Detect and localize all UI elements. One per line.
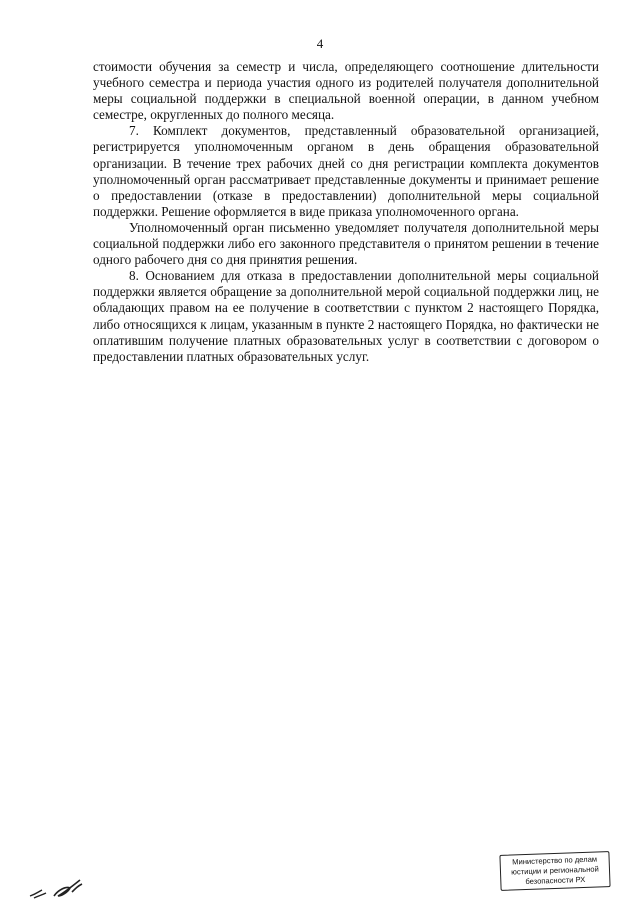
paragraph-item-8: 8. Основанием для отказа в предоставлении дополнительной меры социальной поддержки является обращение за дополнительной мерой социальной поддержки лиц, не обладающих правом на ее получение в соответствии с пунктом 2 настоящего Порядка, либо относящихся к лицам, указанным в пункте 2 настоящего Порядка, но фактически не оплатившим получение платных образовательных услуг в соответствии с договором о предоставлении платных образовательных услуг.	[93, 268, 599, 364]
paragraph-item-7: 7. Комплект документов, представленный образовательной организацией, регистрируется уполномоченным органом в день обращения образовательной организации. В течение трех рабочих дней со дня регистрации комплекта документов уполномоченный орган рассматривает представленные документы и принимает решение о предоставлении (отказе в предоставлении) дополнительной меры социальной поддержки. Решение оформляется в виде приказа уполномоченного органа.	[93, 123, 599, 219]
registration-stamp	[499, 851, 610, 891]
document-body	[93, 59, 599, 365]
stamp-line-3: безопасности РХ	[525, 874, 586, 887]
stamp-line-1: Министерство по делам	[512, 854, 598, 867]
stamp-line-2: юстиции и региональной	[511, 864, 599, 877]
paragraph-continuation: стоимости обучения за семестр и числа, определяющего соотношение длительности учебного семестра и периода участия одного из родителей получателя дополнительной меры социальной поддержки в специальной военной операции, в данном учебном семестре, округленных до полного месяца.	[93, 59, 599, 123]
handwritten-signature	[28, 876, 94, 902]
paragraph-notification: Уполномоченный орган письменно уведомляет получателя дополнительной меры социальной поддержки либо его законного представителя о принятом решении в течение одного рабочего дня со дня принятия решения.	[93, 219, 599, 268]
page-number: 4	[316, 36, 324, 51]
